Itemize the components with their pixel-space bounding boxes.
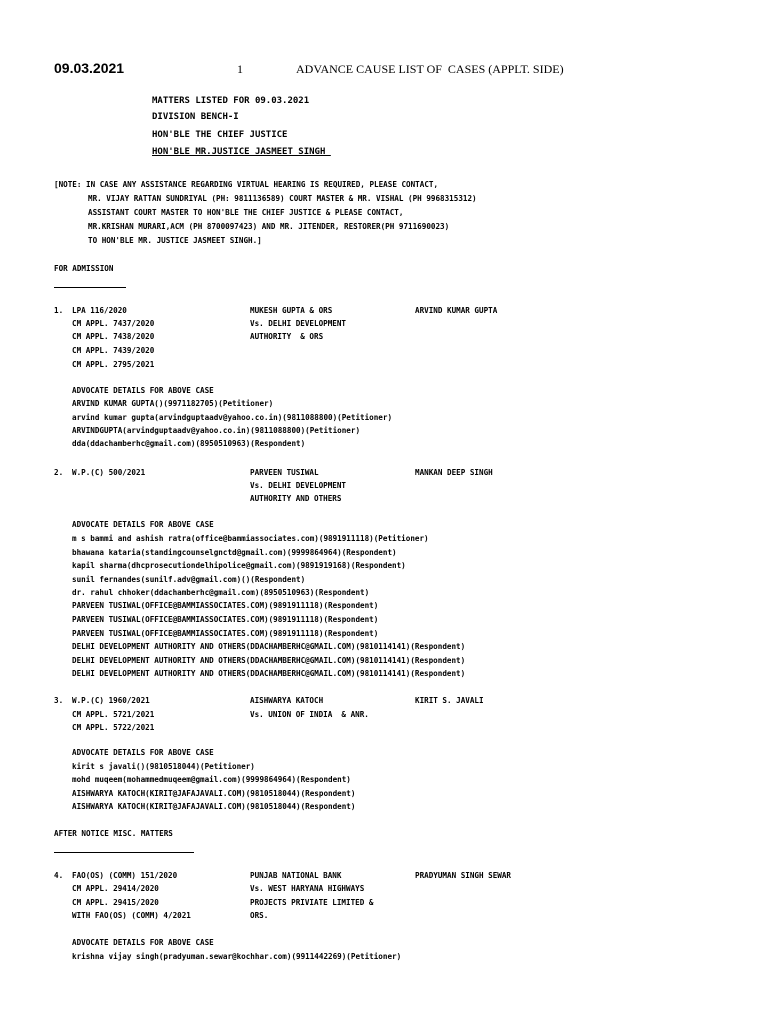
case-number: 2. (54, 468, 64, 477)
case-line: WITH FAO(OS) (COMM) 4/2021 (72, 911, 191, 920)
advocate-detail: dda(ddachamberhc@gmail.com)(8950510963)(Respondent) (72, 439, 306, 448)
case-line: CM APPL. 7438/2020 (72, 332, 155, 341)
advocate-detail: arvind kumar gupta(arvindguptaadv@yahoo.co.in)(9811088800)(Petitioner) (72, 413, 393, 422)
party-line: PARVEEN TUSIWAL (250, 468, 319, 477)
advocate-detail: m s bammi and ashish ratra(office@bammiassociates.com)(9891911118)(Petitioner) (72, 534, 429, 543)
list-date: 09.03.2021 (54, 60, 125, 76)
advocate-detail: AISHWARYA KATOCH(KIRIT@JAFAJAVALI.COM)(9810518044)(Respondent) (72, 789, 356, 798)
case-line: CM APPL. 5721/2021 (72, 710, 155, 719)
advocate-detail: DELHI DEVELOPMENT AUTHORITY AND OTHERS(DDACHAMBERHC@GMAIL.COM)(9810114141)(Respondent) (72, 669, 466, 678)
party-line: PUNJAB NATIONAL BANK (250, 871, 342, 880)
advocate-details-heading: ADVOCATE DETAILS FOR ABOVE CASE (72, 938, 214, 947)
judge-chief-justice: HON'BLE THE CHIEF JUSTICE (152, 130, 288, 140)
advocate-detail: DELHI DEVELOPMENT AUTHORITY AND OTHERS(DDACHAMBERHC@GMAIL.COM)(9810114141)(Respondent) (72, 656, 466, 665)
case-number: 1. (54, 306, 64, 315)
advocate-detail: PARVEEN TUSIWAL(OFFICE@BAMMIASSOCIATES.COM)(9891911118)(Respondent) (72, 615, 379, 624)
advocate-detail: PARVEEN TUSIWAL(OFFICE@BAMMIASSOCIATES.COM)(9891911118)(Respondent) (72, 601, 379, 610)
case-line: LPA 116/2020 (72, 306, 127, 315)
advocate-detail: PARVEEN TUSIWAL(OFFICE@BAMMIASSOCIATES.COM)(9891911118)(Respondent) (72, 629, 379, 638)
note-line: MR. VIJAY RATTAN SUNDRIYAL (PH: 9811136589) COURT MASTER & MR. VISHAL (PH 9968315312) (88, 194, 477, 203)
party-line: MUKESH GUPTA & ORS (250, 306, 333, 315)
party-line: Vs. DELHI DEVELOPMENT (250, 319, 347, 328)
page-number: 1 (237, 62, 243, 76)
party-line: Vs. UNION OF INDIA & ANR. (250, 710, 369, 719)
note-line: ASSISTANT COURT MASTER TO HON'BLE THE CHIEF JUSTICE & PLEASE CONTACT, (88, 208, 404, 217)
section-heading-admission: FOR ADMISSION (54, 264, 114, 273)
case-advocate: ARVIND KUMAR GUPTA (415, 306, 498, 315)
matters-listed-heading: MATTERS LISTED FOR 09.03.2021 (152, 96, 310, 106)
case-line: CM APPL. 29415/2020 (72, 898, 159, 907)
advocate-detail: DELHI DEVELOPMENT AUTHORITY AND OTHERS(DDACHAMBERHC@GMAIL.COM)(9810114141)(Respondent) (72, 642, 466, 651)
advocate-detail: bhawana kataria(standingcounselgnctd@gmail.com)(9999864964)(Respondent) (72, 548, 397, 557)
section-heading-after-notice: AFTER NOTICE MISC. MATTERS (54, 829, 173, 838)
case-advocate: PRADYUMAN SINGH SEWAR (415, 871, 512, 880)
section-underline (54, 852, 194, 853)
advocate-detail: dr. rahul chhoker(ddachamberhc@gmail.com)(8950510963)(Respondent) (72, 588, 370, 597)
case-line: W.P.(C) 500/2021 (72, 468, 146, 477)
advocate-details-heading: ADVOCATE DETAILS FOR ABOVE CASE (72, 520, 214, 529)
judge-jasmeet-singh: HON'BLE MR.JUSTICE JASMEET SINGH (152, 147, 331, 157)
advocate-detail: ARVIND KUMAR GUPTA()(9971182705)(Petitioner) (72, 399, 274, 408)
case-number: 3. (54, 696, 64, 705)
party-line: Vs. DELHI DEVELOPMENT (250, 481, 347, 490)
document-title: ADVANCE CAUSE LIST OF CASES (APPLT. SIDE) (296, 62, 564, 76)
section-underline (54, 287, 126, 288)
advocate-detail: mohd muqeem(mohammedmuqeem@gmail.com)(9999864964)(Respondent) (72, 775, 351, 784)
case-number: 4. (54, 871, 64, 880)
party-line: ORS. (250, 911, 269, 920)
advocate-details-heading: ADVOCATE DETAILS FOR ABOVE CASE (72, 386, 214, 395)
advocate-detail: ARVINDGUPTA(arvindguptaadv@yahoo.co.in)(9811088800)(Petitioner) (72, 426, 361, 435)
party-line: AUTHORITY & ORS (250, 332, 324, 341)
case-advocate: MANKAN DEEP SINGH (415, 468, 493, 477)
case-line: CM APPL. 29414/2020 (72, 884, 159, 893)
advocate-detail: kirit s javali()(9810518044)(Petitioner) (72, 762, 255, 771)
party-line: AISHWARYA KATOCH (250, 696, 324, 705)
case-line: CM APPL. 5722/2021 (72, 723, 155, 732)
advocate-detail: kapil sharma(dhcprosecutiondelhipolice@gmail.com)(9891919168)(Respondent) (72, 561, 406, 570)
division-bench-heading: DIVISION BENCH-I (152, 112, 239, 122)
case-line: CM APPL. 7439/2020 (72, 346, 155, 355)
advocate-detail: sunil fernandes(sunilf.adv@gmail.com)()(Respondent) (72, 575, 306, 584)
note-line: MR.KRISHAN MURARI,ACM (PH 8700097423) AND MR. JITENDER, RESTORER(PH 9711690023) (88, 222, 450, 231)
case-advocate: KIRIT S. JAVALI (415, 696, 484, 705)
note-line: [NOTE: IN CASE ANY ASSISTANCE REGARDING VIRTUAL HEARING IS REQUIRED, PLEASE CONTACT, (54, 180, 439, 189)
party-line: PROJECTS PRIVIATE LIMITED & (250, 898, 374, 907)
case-line: CM APPL. 2795/2021 (72, 360, 155, 369)
case-line: W.P.(C) 1960/2021 (72, 696, 150, 705)
advocate-detail: AISHWARYA KATOCH(KIRIT@JAFAJAVALI.COM)(9810518044)(Respondent) (72, 802, 356, 811)
advocate-details-heading: ADVOCATE DETAILS FOR ABOVE CASE (72, 748, 214, 757)
note-line: TO HON'BLE MR. JUSTICE JASMEET SINGH.] (88, 236, 262, 245)
party-line: Vs. WEST HARYANA HIGHWAYS (250, 884, 365, 893)
case-line: CM APPL. 7437/2020 (72, 319, 155, 328)
case-line: FAO(OS) (COMM) 151/2020 (72, 871, 178, 880)
advocate-detail: krishna vijay singh(pradyuman.sewar@kochhar.com)(9911442269)(Petitioner) (72, 952, 402, 961)
party-line: AUTHORITY AND OTHERS (250, 494, 342, 503)
